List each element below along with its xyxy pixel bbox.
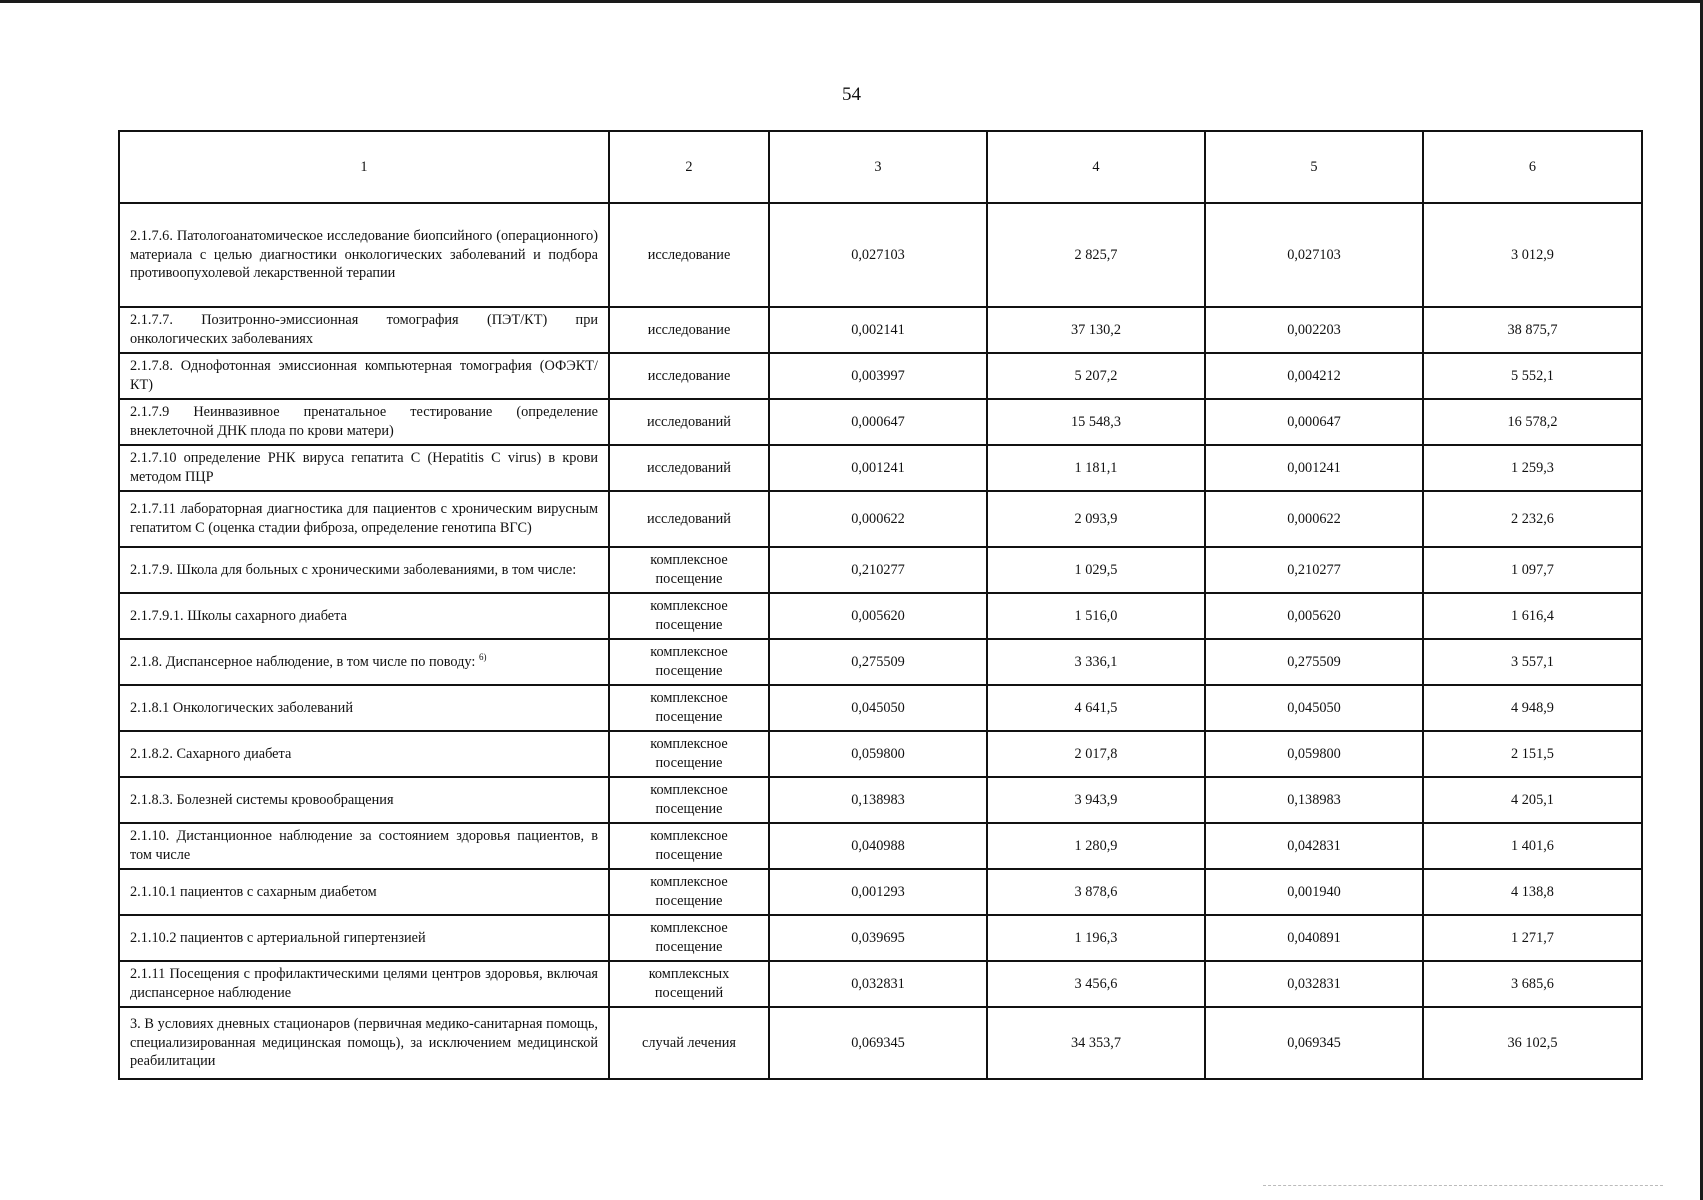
row-col5-cell xyxy=(1205,203,1423,307)
row-col5-cell-text: 0,069345 xyxy=(1287,1034,1341,1051)
row-unit-cell xyxy=(609,307,769,353)
row-col3-cell-text: 0,069345 xyxy=(851,1034,905,1051)
row-unit-cell-text: исследование xyxy=(647,246,731,263)
row-col3-cell-text: 0,045050 xyxy=(851,699,905,716)
row-col5-cell xyxy=(1205,869,1423,915)
row-col5-cell-text: 0,001940 xyxy=(1287,883,1341,900)
row-col6-cell xyxy=(1423,731,1642,777)
row-col3-cell-text: 0,002141 xyxy=(851,321,905,338)
row-col6-cell xyxy=(1423,547,1642,593)
row-col5-cell xyxy=(1205,399,1423,445)
row-col6-cell-text: 2 232,6 xyxy=(1511,510,1554,527)
row-col3-cell xyxy=(769,961,987,1007)
row-unit-cell xyxy=(609,915,769,961)
row-col5-cell-text: 0,059800 xyxy=(1287,745,1341,762)
table-row xyxy=(119,823,1642,869)
row-col5-cell xyxy=(1205,915,1423,961)
row-col5-cell xyxy=(1205,593,1423,639)
header-cell-2: 2 xyxy=(609,131,769,203)
row-col4-cell-text: 2 093,9 xyxy=(1074,510,1118,527)
row-col3-cell-text: 0,275509 xyxy=(851,653,905,670)
row-unit-cell xyxy=(609,399,769,445)
row-col5-cell-text: 0,002203 xyxy=(1287,321,1341,338)
row-col4-cell xyxy=(987,823,1205,869)
row-name-cell-text: 2.1.10. Дистанционное наблюдение за состоянием здоровья пациентов, в том числе xyxy=(130,828,598,863)
row-col3-cell-text: 0,000622 xyxy=(851,510,905,527)
row-name-cell xyxy=(119,639,609,685)
row-col6-cell xyxy=(1423,593,1642,639)
row-col4-cell xyxy=(987,639,1205,685)
row-col3-cell-text: 0,040988 xyxy=(851,837,905,854)
row-col3-cell xyxy=(769,307,987,353)
row-name-cell xyxy=(119,307,609,353)
row-col6-cell xyxy=(1423,823,1642,869)
header-cell-4: 4 xyxy=(987,131,1205,203)
row-col5-cell-text: 0,138983 xyxy=(1287,791,1341,808)
row-unit-cell-text: комплексное посещение xyxy=(650,644,728,679)
table-row xyxy=(119,491,1642,547)
row-col3-cell xyxy=(769,399,987,445)
row-col3-cell xyxy=(769,1007,987,1079)
row-col5-cell-text: 0,042831 xyxy=(1287,837,1341,854)
row-unit-cell xyxy=(609,491,769,547)
row-col5-cell-text: 0,001241 xyxy=(1287,459,1341,476)
row-name-cell-text: 2.1.10.1 пациентов с сахарным диабетом xyxy=(130,883,377,900)
row-col3-cell xyxy=(769,445,987,491)
row-name-cell xyxy=(119,869,609,915)
row-name-cell xyxy=(119,961,609,1007)
row-col6-cell-text: 38 875,7 xyxy=(1507,321,1558,338)
row-col4-cell-text: 1 029,5 xyxy=(1074,561,1118,578)
row-col6-cell xyxy=(1423,961,1642,1007)
row-col5-cell xyxy=(1205,491,1423,547)
header-cell-1: 1 xyxy=(119,131,609,203)
row-name-cell-text: 2.1.7.8. Однофотонная эмиссионная компьютерная томография (ОФЭКТ/КТ) xyxy=(130,358,598,393)
row-col5-cell xyxy=(1205,307,1423,353)
row-unit-cell xyxy=(609,777,769,823)
row-name-cell xyxy=(119,777,609,823)
table-row xyxy=(119,731,1642,777)
row-col6-cell xyxy=(1423,639,1642,685)
row-col3-cell xyxy=(769,823,987,869)
row-col4-cell xyxy=(987,399,1205,445)
row-col5-cell-text: 0,004212 xyxy=(1287,367,1341,384)
row-name-cell xyxy=(119,915,609,961)
row-col3-cell-text: 0,001293 xyxy=(851,883,905,900)
row-col3-cell xyxy=(769,547,987,593)
row-col3-cell-text: 0,138983 xyxy=(851,791,905,808)
table-row xyxy=(119,639,1642,685)
row-col4-cell-text: 1 181,1 xyxy=(1074,459,1118,476)
row-name-cell-text: 2.1.7.11 лабораторная диагностика для пациентов с хроническим вирусным гепатитом С (оценка стадии фиброза, определение генотипа ВГС) xyxy=(130,501,598,536)
row-col5-cell xyxy=(1205,353,1423,399)
row-unit-cell xyxy=(609,869,769,915)
row-col4-cell xyxy=(987,1007,1205,1079)
row-col4-cell xyxy=(987,353,1205,399)
row-unit-cell xyxy=(609,203,769,307)
row-unit-cell xyxy=(609,685,769,731)
table-row xyxy=(119,869,1642,915)
row-col6-cell-text: 4 205,1 xyxy=(1511,791,1554,808)
row-col3-cell-text: 0,039695 xyxy=(851,929,905,946)
row-col4-cell xyxy=(987,491,1205,547)
table-row xyxy=(119,307,1642,353)
row-col3-cell-text: 0,210277 xyxy=(851,561,905,578)
row-unit-cell-text: комплексное посещение xyxy=(650,552,728,587)
row-col4-cell xyxy=(987,203,1205,307)
row-col5-cell-text: 0,275509 xyxy=(1287,653,1341,670)
row-col4-cell xyxy=(987,731,1205,777)
row-name-cell-text: 3. В условиях дневных стационаров (первичная медико-санитарная помощь, специализированная медицинская помощь), за исключением медицинской реабилитации xyxy=(130,1016,598,1070)
footnote-marker: 6) xyxy=(478,652,487,663)
row-name-cell xyxy=(119,547,609,593)
row-unit-cell-text: комплексное посещение xyxy=(650,920,728,955)
row-col6-cell xyxy=(1423,777,1642,823)
row-name-cell-text: 2.1.7.9. Школа для больных с хроническими заболеваниями, в том числе: xyxy=(130,561,577,578)
row-col5-cell-text: 0,032831 xyxy=(1287,975,1341,992)
header-cell-3: 3 xyxy=(769,131,987,203)
page-number: 54 xyxy=(842,84,861,105)
row-col3-cell xyxy=(769,639,987,685)
row-name-cell-text: 2.1.8.3. Болезней системы кровообращения xyxy=(130,791,394,808)
row-col6-cell xyxy=(1423,353,1642,399)
row-col6-cell-text: 5 552,1 xyxy=(1511,367,1554,384)
row-col6-cell-text: 4 138,8 xyxy=(1511,883,1554,900)
row-name-cell-text: 2.1.8. Диспансерное наблюдение, в том числе по поводу: xyxy=(130,654,476,671)
row-col4-cell xyxy=(987,547,1205,593)
row-col6-cell xyxy=(1423,491,1642,547)
row-col3-cell-text: 0,001241 xyxy=(851,459,905,476)
row-col4-cell-text: 3 943,9 xyxy=(1074,791,1118,808)
row-unit-cell-text: комплексных посещений xyxy=(648,966,730,1001)
row-col4-cell-text: 4 641,5 xyxy=(1074,699,1118,716)
table-row xyxy=(119,593,1642,639)
row-col4-cell xyxy=(987,685,1205,731)
row-unit-cell-text: комплексное посещение xyxy=(650,828,728,863)
row-col4-cell xyxy=(987,777,1205,823)
row-col5-cell xyxy=(1205,1007,1423,1079)
row-col3-cell xyxy=(769,869,987,915)
row-col4-cell-text: 1 196,3 xyxy=(1074,929,1118,946)
row-name-cell-text: 2.1.8.2. Сахарного диабета xyxy=(130,745,292,762)
row-col3-cell-text: 0,003997 xyxy=(851,367,905,384)
row-col5-cell xyxy=(1205,547,1423,593)
row-col6-cell xyxy=(1423,869,1642,915)
table-row xyxy=(119,685,1642,731)
row-col6-cell-text: 1 097,7 xyxy=(1511,561,1554,578)
row-name-cell xyxy=(119,593,609,639)
row-col6-cell-text: 1 401,6 xyxy=(1511,837,1554,854)
row-col3-cell-text: 0,059800 xyxy=(851,745,905,762)
row-col3-cell xyxy=(769,685,987,731)
row-col5-cell xyxy=(1205,731,1423,777)
row-name-cell xyxy=(119,353,609,399)
row-col6-cell xyxy=(1423,203,1642,307)
table-row xyxy=(119,445,1642,491)
row-col6-cell-text: 1 271,7 xyxy=(1511,929,1554,946)
row-unit-cell xyxy=(609,639,769,685)
table-header-row xyxy=(119,131,1642,203)
row-col6-cell-text: 1 259,3 xyxy=(1511,459,1554,476)
row-unit-cell-text: комплексное посещение xyxy=(650,598,728,633)
row-col5-cell-text: 0,040891 xyxy=(1287,929,1341,946)
table-row xyxy=(119,915,1642,961)
row-unit-cell xyxy=(609,961,769,1007)
row-col6-cell xyxy=(1423,399,1642,445)
row-col3-cell-text: 0,032831 xyxy=(851,975,905,992)
row-unit-cell xyxy=(609,731,769,777)
row-col4-cell-text: 3 336,1 xyxy=(1074,653,1118,670)
header-cell-6: 6 xyxy=(1423,131,1642,203)
row-col5-cell-text: 0,210277 xyxy=(1287,561,1341,578)
row-col6-cell-text: 3 557,1 xyxy=(1511,653,1554,670)
row-col4-cell xyxy=(987,593,1205,639)
row-name-cell-text: 2.1.7.7. Позитронно-эмиссионная томография (ПЭТ/КТ) при онкологических заболеваниях xyxy=(130,312,598,347)
row-unit-cell xyxy=(609,1007,769,1079)
table-row xyxy=(119,547,1642,593)
row-col6-cell xyxy=(1423,445,1642,491)
row-name-cell-text: 2.1.11 Посещения с профилактическими целями центров здоровья, включая диспансерное наблюдение xyxy=(130,966,598,1001)
row-col3-cell-text: 0,005620 xyxy=(851,607,905,624)
row-name-cell xyxy=(119,1007,609,1079)
row-col3-cell xyxy=(769,915,987,961)
row-col3-cell xyxy=(769,777,987,823)
row-col4-cell-text: 1 516,0 xyxy=(1074,607,1118,624)
table-row xyxy=(119,203,1642,307)
row-name-cell xyxy=(119,491,609,547)
row-col4-cell xyxy=(987,307,1205,353)
table-row xyxy=(119,353,1642,399)
row-name-cell xyxy=(119,731,609,777)
row-name-cell-text: 2.1.7.9 Неинвазивное пренатальное тестирование (определение внеклеточной ДНК плода по крови матери) xyxy=(130,404,598,439)
row-name-cell xyxy=(119,399,609,445)
row-col4-cell-text: 1 280,9 xyxy=(1074,837,1118,854)
row-name-cell-text: 2.1.7.9.1. Школы сахарного диабета xyxy=(130,607,347,624)
row-col5-cell xyxy=(1205,961,1423,1007)
scan-footer-marks xyxy=(1263,1183,1663,1186)
row-unit-cell xyxy=(609,547,769,593)
row-col6-cell xyxy=(1423,915,1642,961)
row-unit-cell-text: комплексное посещение xyxy=(650,690,728,725)
row-name-cell-text: 2.1.7.6. Патологоанатомическое исследование биопсийного (операционного) материала с целью диагностики онкологических заболеваний и подбора противоопухолевой лекарственной терапии xyxy=(130,228,598,282)
row-col5-cell xyxy=(1205,685,1423,731)
row-col3-cell xyxy=(769,593,987,639)
table-body xyxy=(119,131,1642,1079)
row-col4-cell-text: 2 017,8 xyxy=(1074,745,1118,762)
row-col5-cell xyxy=(1205,639,1423,685)
row-unit-cell-text: исследований xyxy=(647,510,731,527)
row-col6-cell-text: 1 616,4 xyxy=(1511,607,1554,624)
row-unit-cell-text: исследований xyxy=(647,459,731,476)
row-col6-cell-text: 4 948,9 xyxy=(1511,699,1554,716)
row-col4-cell xyxy=(987,869,1205,915)
row-unit-cell xyxy=(609,593,769,639)
row-col6-cell xyxy=(1423,307,1642,353)
row-col4-cell-text: 34 353,7 xyxy=(1070,1034,1122,1051)
row-col4-cell-text: 5 207,2 xyxy=(1074,367,1118,384)
row-col3-cell xyxy=(769,731,987,777)
row-col5-cell xyxy=(1205,777,1423,823)
row-col3-cell-text: 0,000647 xyxy=(851,413,905,430)
row-name-cell xyxy=(119,445,609,491)
row-unit-cell-text: комплексное посещение xyxy=(650,874,728,909)
row-col6-cell-text: 3 685,6 xyxy=(1511,975,1554,992)
row-unit-cell-text: комплексное посещение xyxy=(650,736,728,771)
row-unit-cell xyxy=(609,823,769,869)
row-col5-cell-text: 0,000622 xyxy=(1287,510,1341,527)
table-row xyxy=(119,961,1642,1007)
row-name-cell xyxy=(119,203,609,307)
row-col5-cell xyxy=(1205,445,1423,491)
page-edge-top xyxy=(0,0,1703,3)
row-col4-cell xyxy=(987,915,1205,961)
tariff-table xyxy=(118,130,1643,1080)
row-col6-cell xyxy=(1423,685,1642,731)
row-name-cell-text: 2.1.8.1 Онкологических заболеваний xyxy=(130,699,353,716)
row-col4-cell-text: 2 825,7 xyxy=(1074,246,1118,263)
row-name-cell xyxy=(119,685,609,731)
row-col6-cell-text: 2 151,5 xyxy=(1511,745,1554,762)
row-col3-cell-text: 0,027103 xyxy=(851,246,905,263)
row-unit-cell-text: комплексное посещение xyxy=(650,782,728,817)
row-col6-cell-text: 16 578,2 xyxy=(1507,413,1558,430)
row-name-cell-text: 2.1.10.2 пациентов с артериальной гипертензией xyxy=(130,929,426,946)
row-col4-cell-text: 3 456,6 xyxy=(1074,975,1118,992)
row-col3-cell xyxy=(769,203,987,307)
row-col4-cell-text: 3 878,6 xyxy=(1074,883,1118,900)
row-name-cell xyxy=(119,823,609,869)
row-unit-cell-text: исследований xyxy=(647,413,731,430)
row-col4-cell xyxy=(987,445,1205,491)
row-col6-cell xyxy=(1423,1007,1642,1079)
row-col5-cell-text: 0,000647 xyxy=(1287,413,1341,430)
row-unit-cell-text: исследование xyxy=(647,321,731,338)
row-unit-cell-text: случай лечения xyxy=(642,1034,736,1051)
row-unit-cell xyxy=(609,353,769,399)
row-col5-cell xyxy=(1205,823,1423,869)
row-name-cell-text: 2.1.7.10 определение РНК вируса гепатита С (Hepatitis C virus) в крови методом ПЦР xyxy=(130,450,598,485)
row-col5-cell-text: 0,027103 xyxy=(1287,246,1341,263)
row-unit-cell-text: исследование xyxy=(647,367,731,384)
row-col6-cell-text: 3 012,9 xyxy=(1511,246,1554,263)
row-col5-cell-text: 0,045050 xyxy=(1287,699,1341,716)
table-row xyxy=(119,399,1642,445)
row-unit-cell xyxy=(609,445,769,491)
header-cell-5: 5 xyxy=(1205,131,1423,203)
row-col4-cell-text: 37 130,2 xyxy=(1070,321,1122,338)
row-col6-cell-text: 36 102,5 xyxy=(1507,1034,1558,1051)
row-col3-cell xyxy=(769,491,987,547)
table-row xyxy=(119,1007,1642,1079)
row-col4-cell-text: 15 548,3 xyxy=(1070,413,1122,430)
row-col3-cell xyxy=(769,353,987,399)
row-col5-cell-text: 0,005620 xyxy=(1287,607,1341,624)
table-row xyxy=(119,777,1642,823)
row-col4-cell xyxy=(987,961,1205,1007)
